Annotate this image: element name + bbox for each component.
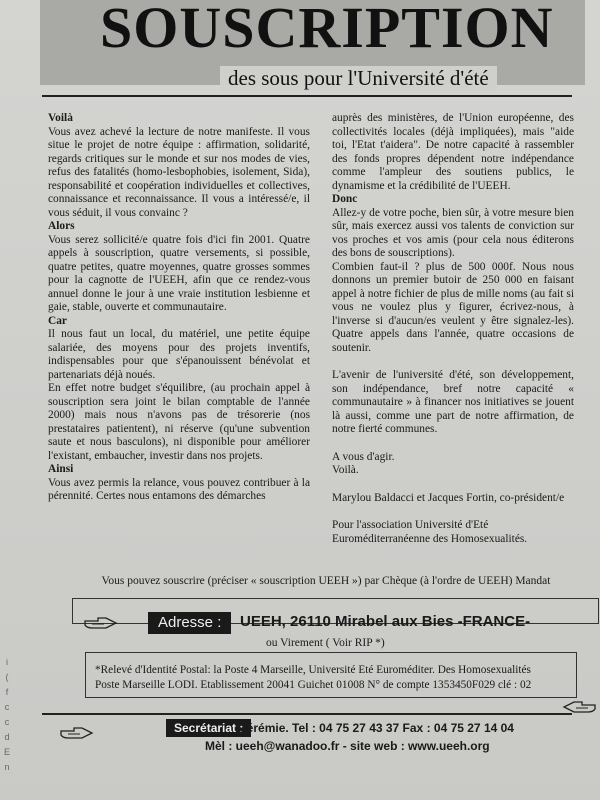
section-text-donc-2: Combien faut-il ? plus de 500 000f. Nous nous donnons un premier butoir de 250 000 en faisant appel à notre fichier de plus de mille noms (au fait si vous ne voulez plus y figurer, écrivez-nous, à l'inverse si d'aucun/es veulent y être signalez-les). Quatre appels dans l'année, quatre occasions de soutenir. — [332, 260, 574, 354]
left-column — [48, 112, 310, 504]
section-heading-donc: Donc — [332, 193, 358, 205]
section-heading-car: Car — [48, 314, 67, 327]
virement-line: ou Virement ( Voir RIP *) — [266, 637, 385, 649]
section-text-donc: Allez-y de votre poche, bien sûr, à votre mesure bien sûr, mais exercez aussi vos talents de conviction sur vos proches et vos amis (pour cela nous éditerons des bons de souscriptions). — [332, 206, 574, 259]
footer-rule — [42, 713, 572, 715]
header-rule — [42, 95, 572, 97]
section-text-continuation: auprès des ministères, de l'Union européenne, des collectivités locales (déjà impliquées), mais "aide toi, l'Etat t'aidera". De notre capacité à rassembler des fonds propres dépendent notre indépendance comme l'ampleur des soutiens publics, le dynamisme et la crédibilité de l'UEEH. — [332, 112, 574, 192]
contact-line: Mèl : ueeh@wanadoo.fr - site web : www.ueeh.org — [205, 739, 490, 753]
section-text-car-2: En effet notre budget s'équilibre, (au prochain appel à souscription sera joint le bilan comptable de l'année 2000) mais nous n'avons pas de trésorerie (nos prestataires patientent), ni réserve (qu'une subvention saute et nous basculons), ni disponible pour améliorer l'existant, embaucher, investir dans nos projets. — [48, 382, 310, 462]
secretariat-label: Secrétariat : — [166, 719, 251, 737]
pointing-hand-icon — [60, 726, 94, 742]
address-label: Adresse : — [148, 612, 231, 634]
right-column — [332, 112, 574, 546]
pointing-hand-icon — [562, 700, 596, 716]
rip-text — [95, 663, 575, 693]
signature: Marylou Baldacci et Jacques Fortin, co-président/e — [332, 491, 565, 504]
rip-line-1: *Relevé d'Identité Postal: la Poste 4 Marseille, Université Eté Euroméditer. Des Homosexualités — [95, 664, 531, 676]
association-line-1: Pour l'association Université d'Eté — [332, 519, 489, 531]
rip-line-2: Poste Marseille LODI. Etablissement 20041 Guichet 01008 N° de compte 1353450F029 clé : 02 — [95, 679, 532, 691]
section-text-alors: Vous serez sollicité/e quatre fois d'ici fin 2001. Quatre appels à souscription, quatre versements, si possible, quatre petites, quatre moyennes, quatre grosses sommes pour la cagnotte de l'UEEH, afin que ce rendez-vous annuel donne le jour à une vraie institution lesbienne et gaie, stable, ouverte et communautaire. — [48, 233, 310, 313]
edge-letters: i ( f c c d E n — [3, 657, 10, 772]
section-text-voila: Vous avez achevé la lecture de notre manifeste. Il vous situe le projet de notre équipe : affirmation, solidarité, regards critiques sur le monde et sur nos modes de vies, refus des fatalités (homo-lesbophobies, isolement, Sida), responsabilité et coopération individuelles et collectives, connaissance et reconnaissance. Il vous a intéressé/e, il vous séduit, il vous convainc ? — [48, 125, 310, 219]
page-title: SOUSCRIPTION — [100, 0, 554, 60]
section-heading-voila: Voilà — [48, 112, 73, 124]
closing-paragraph: L'avenir de l'université d'été, son développement, son indépendance, bref notre capacité « communautaire » à financer nos initiatives se jouent là aussi, comme une part de notre affirmation, de notre fierté communes. — [332, 369, 574, 435]
address-value: UEEH, 26110 Mirabel aux Bies -FRANCE- — [240, 613, 531, 630]
section-text-car: Il nous faut un local, du matériel, une petite équipe salariée, des moyens pour des projets inventifs, indispensables pour que s'épanouissent bénévolat et partenariats déjà noués. — [48, 328, 310, 381]
section-heading-ainsi: Ainsi — [48, 463, 74, 475]
pointing-hand-icon — [84, 616, 118, 632]
greeting-line-1: A vous d'agir. — [332, 450, 395, 463]
association-line-2: Euroméditerranéenne des Homosexualités. — [332, 532, 528, 545]
section-heading-alors: Alors — [48, 220, 75, 232]
section-text-ainsi: Vous avez permis la relance, vous pouvez contribuer à la pérennité. Certes nous entamons des démarches — [48, 476, 310, 502]
greeting-line-2: Voilà. — [332, 464, 359, 476]
secretariat-value: Jérémie. Tel : 04 75 27 43 37 Fax : 04 75 27 14 04 — [240, 721, 514, 735]
payment-intro: Vous pouvez souscrire (préciser « souscription UEEH ») par Chèque (à l'ordre de UEEH) Mandat — [101, 575, 551, 587]
page-subtitle: des sous pour l'Université d'été — [220, 66, 497, 91]
